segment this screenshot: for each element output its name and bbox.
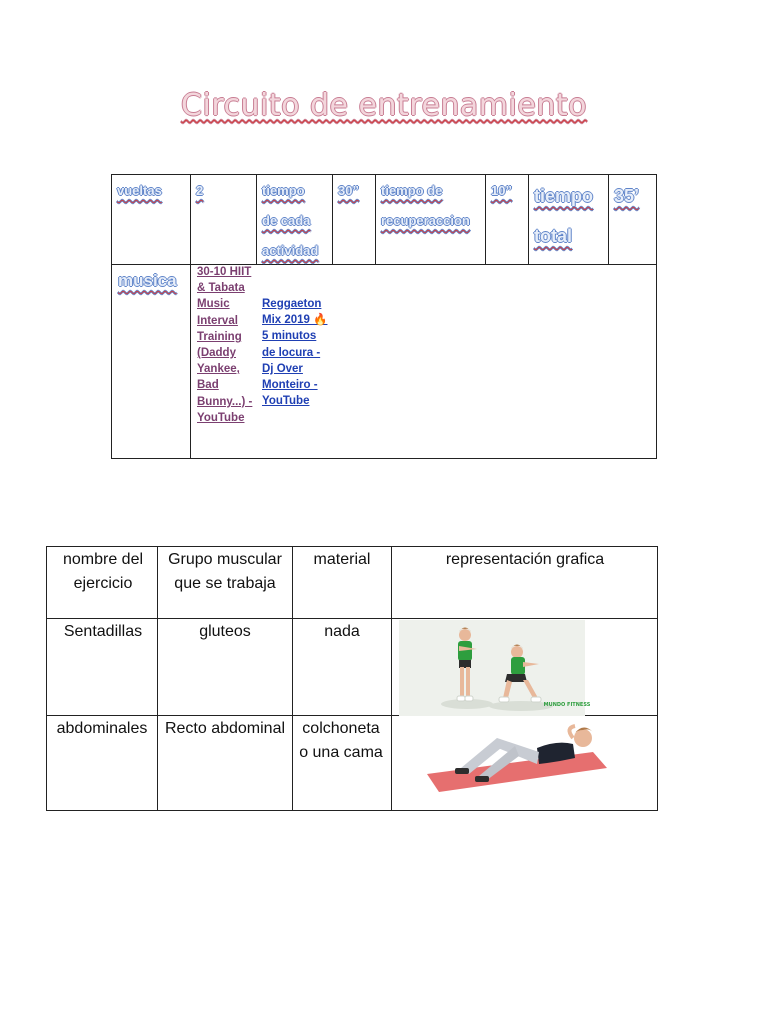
row-sentadillas-material: nada (324, 623, 360, 640)
vueltas-value-cell (191, 175, 257, 264)
header-representacion: representación grafica (445, 551, 605, 568)
tiempo-actividad-label: tiempo de cada actividad (262, 183, 319, 258)
document-title: Circuito de entrenamiento (181, 88, 587, 123)
vueltas-label: vueltas (117, 183, 162, 198)
tiempo-total-label-cell (529, 175, 609, 264)
circuit-table (111, 174, 657, 459)
row-abdominales-nombre: abdominales (56, 720, 148, 737)
vueltas-value: 2 (196, 183, 204, 198)
tiempo-recuperacion-value: 10” (491, 183, 512, 198)
tiempo-actividad-value-cell (333, 175, 376, 264)
musica-label-cell (112, 264, 191, 459)
crunch-illustration (397, 718, 633, 810)
column-divider (157, 547, 158, 810)
tiempo-total-value-cell (609, 175, 656, 264)
musica-label: musica (118, 271, 177, 290)
exercise-table (46, 546, 658, 811)
tiempo-actividad-value: 30” (338, 183, 359, 198)
tiempo-actividad-label-cell (257, 175, 333, 264)
header-grupo-muscular: Grupo muscular que se trabaja (168, 551, 282, 592)
circuit-params-row (112, 175, 656, 265)
header-material: material (313, 551, 371, 568)
crunch-illustration-svg (397, 718, 633, 810)
row-sentadillas-nombre: Sentadillas (63, 623, 143, 640)
squat-illustration (399, 620, 591, 716)
row-sentadillas-grupo: gluteos (199, 623, 251, 640)
vueltas-label-cell (112, 175, 191, 264)
header-nombre: nombre del ejercicio (62, 551, 144, 592)
squat-illustration-svg (399, 620, 591, 716)
tiempo-total-label: tiempo total (534, 186, 594, 246)
row-abdominales-grupo: Recto abdominal (164, 720, 286, 737)
music-row (112, 264, 656, 459)
row-abdominales-material: colchoneta o una cama (299, 720, 383, 761)
music-link-hiit-tabata[interactable]: 30-10 HIIT & Tabata Music Interval Training (Daddy Yankee, Bad Bunny...) - YouTube (197, 266, 253, 424)
tiempo-recuperacion-label-cell (376, 175, 486, 264)
column-divider (391, 547, 392, 810)
column-divider (292, 547, 293, 810)
tiempo-recuperacion-label: tiempo de recuperaccion (381, 183, 470, 228)
tiempo-recuperacion-value-cell (486, 175, 529, 264)
row-divider (47, 618, 657, 619)
image-watermark: MUNDO FITNESS (543, 702, 591, 708)
tiempo-total-value: 35’ (614, 186, 640, 206)
music-link-reggaeton-mix[interactable]: Reggaeton Mix 2019 🔥 5 minutos de locura - Dj Over Monteiro - YouTube (262, 298, 328, 408)
